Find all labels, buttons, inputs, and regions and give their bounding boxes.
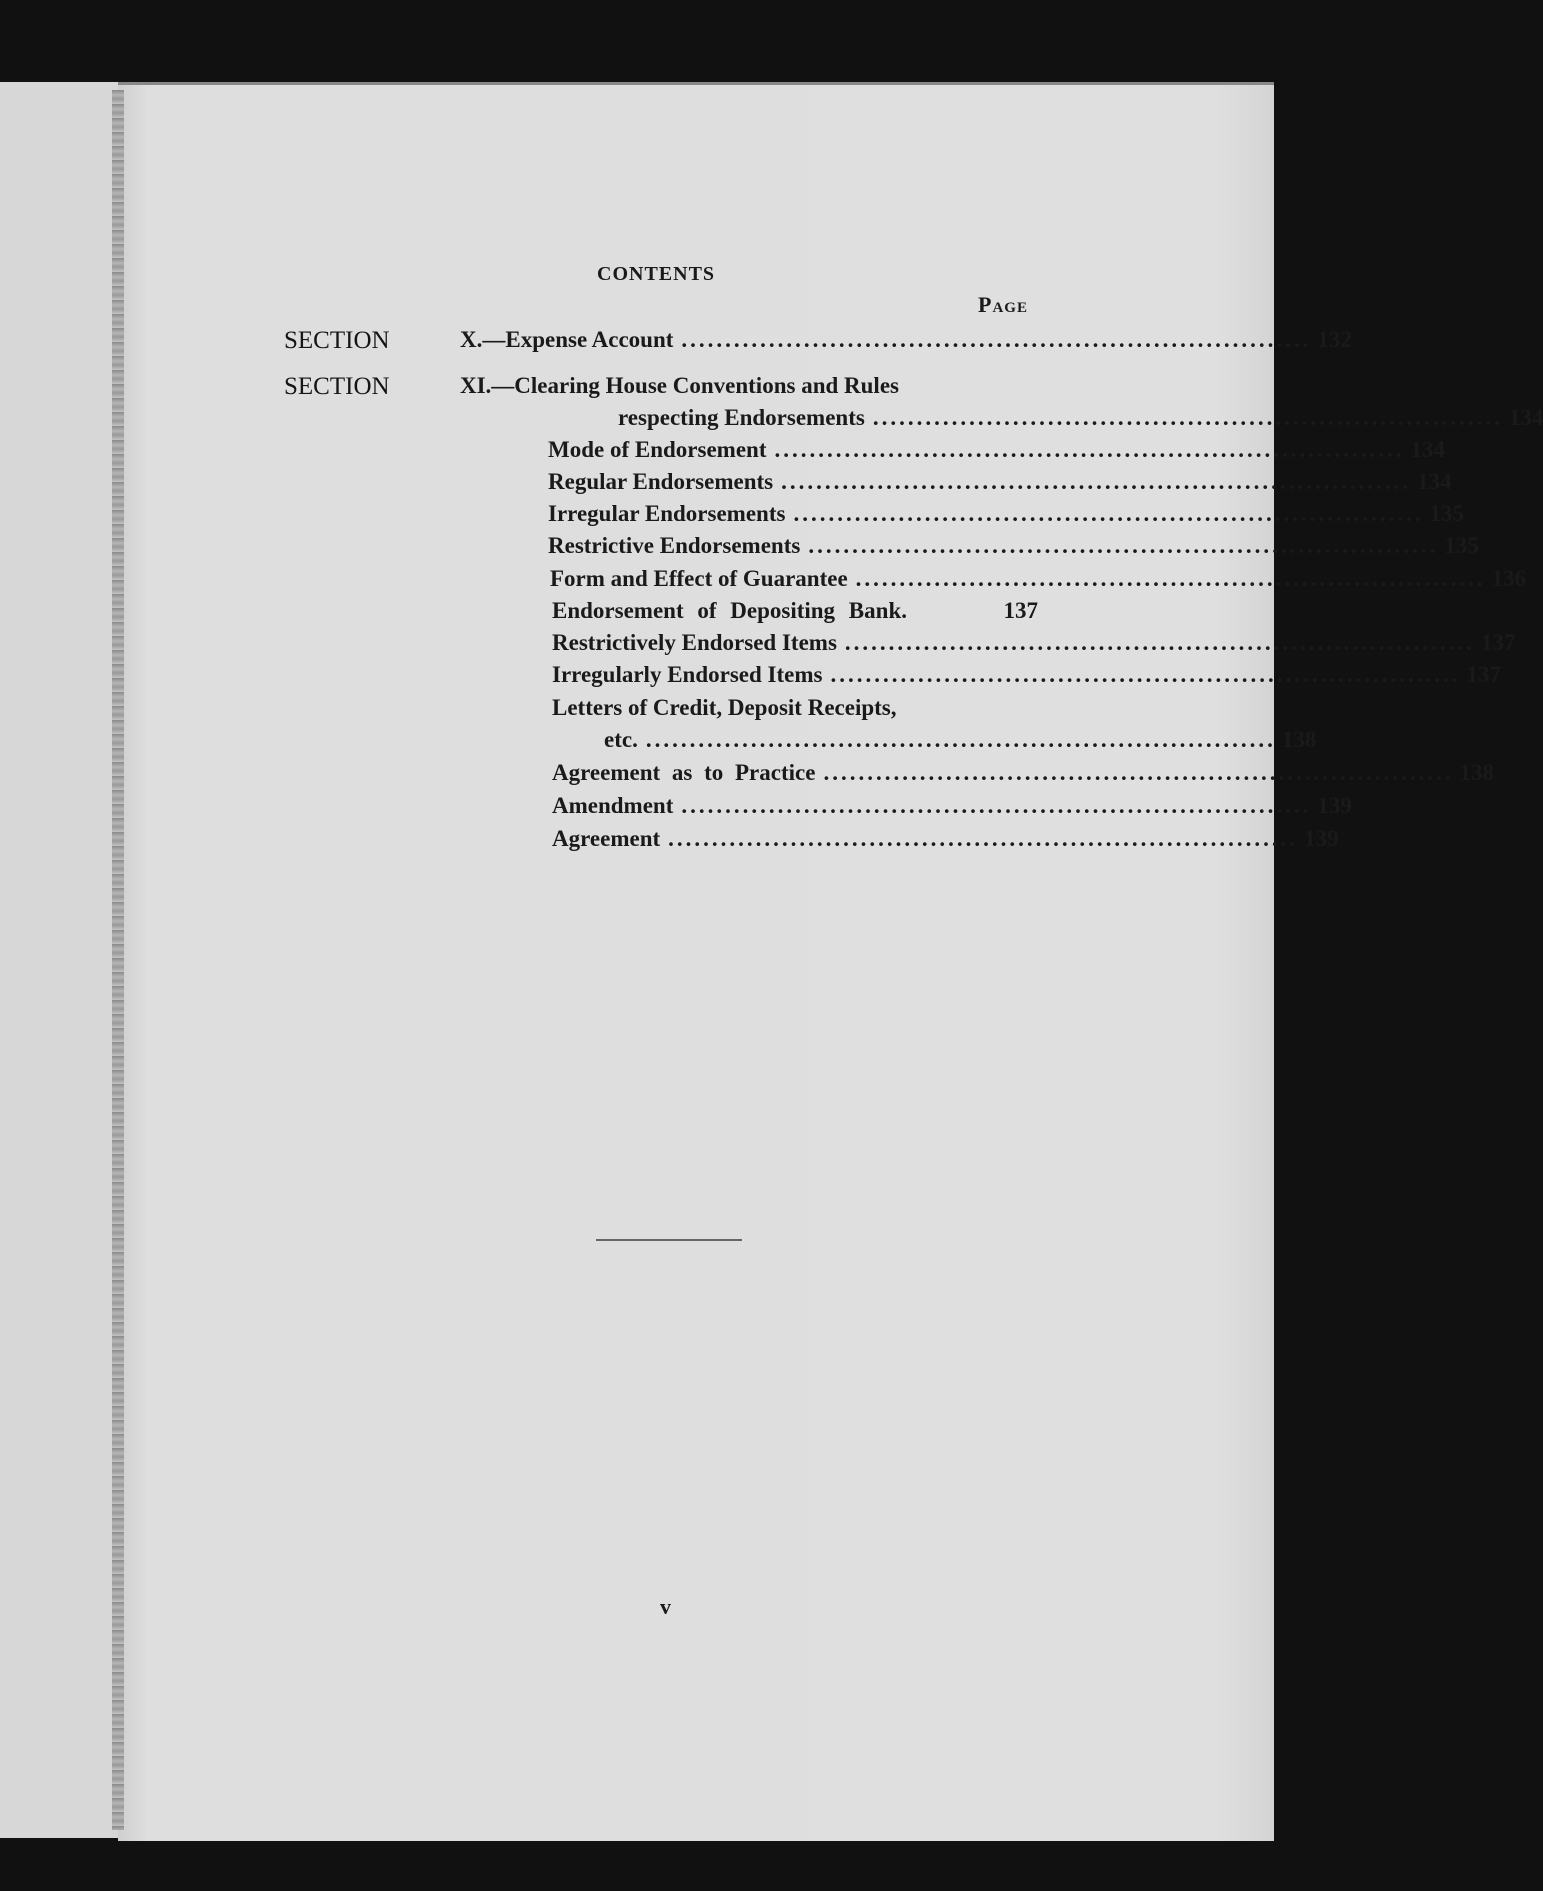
toc-entry-regular-endorsements — [548, 469, 1452, 494]
toc-entry-title: Agreement — [552, 826, 661, 851]
leader-dots: ........................................................................ — [855, 566, 1486, 591]
toc-entry-page: 139 — [1304, 826, 1339, 851]
toc-entry-title: Restrictively Endorsed Items — [552, 630, 837, 655]
toc-entry-clearing-house — [460, 374, 899, 397]
toc-entry-agreement-as-to-practice — [552, 760, 1494, 785]
leader-dots: ........................................................................ — [681, 327, 1312, 352]
toc-entry-title: Agreement as to Practice — [552, 760, 816, 785]
toc-entry-page: 134 — [1410, 437, 1445, 462]
toc-entry-expense-account — [460, 327, 1352, 352]
toc-entry-page: 137 — [1003, 598, 1038, 623]
toc-entry-title: Regular Endorsements — [548, 469, 774, 494]
toc-entry-endorsement-of-depositing-bank — [552, 599, 1038, 622]
leader-dots: ........................................................................ — [774, 437, 1405, 462]
toc-entry-page: 135 — [1444, 533, 1479, 558]
page-folio: v — [660, 1594, 671, 1619]
toc-entry-title: Irregularly Endorsed Items — [552, 662, 823, 687]
toc-entry-agreement — [552, 826, 1339, 851]
toc-entry-page: 138 — [1281, 727, 1317, 752]
toc-entry-restrictively-endorsed-items — [552, 630, 1516, 655]
leader-dots: ........................................................................ — [844, 630, 1475, 655]
toc-entry-mode-of-endorsement — [548, 437, 1445, 462]
leader-dots: ........................................................................ — [681, 793, 1312, 818]
toc-entry-title: Amendment — [552, 793, 674, 818]
toc-entry-title: etc. — [604, 727, 638, 752]
section-label-xi: SECTION — [284, 373, 390, 400]
facing-page — [0, 82, 118, 1838]
toc-entry-irregularly-endorsed-items — [552, 662, 1501, 687]
section-divider-rule — [596, 1239, 742, 1241]
leader-dots: ........................................................................ — [793, 501, 1424, 526]
toc-entry-title: Restrictive Endorsements — [548, 533, 801, 558]
toc-entry-title: Form and Effect of Guarantee — [550, 566, 848, 591]
leader-dots: ........................................................................ — [830, 662, 1461, 687]
toc-entry-restrictive-endorsements — [548, 533, 1479, 558]
toc-entry-page: 139 — [1317, 793, 1352, 818]
leader-dots: ........................................................................ — [645, 727, 1276, 752]
toc-entry-page: 136 — [1491, 566, 1527, 591]
toc-entry-title: X.—Expense Account — [460, 327, 674, 352]
book-spine — [112, 90, 124, 1830]
toc-entry-letters-of-credit — [552, 696, 896, 719]
toc-entry-respecting-endorsements — [618, 405, 1543, 430]
leader-dots: ........................................................................ — [781, 469, 1412, 494]
toc-entry-irregular-endorsements — [548, 501, 1464, 526]
toc-entry-page: 134 — [1508, 405, 1543, 430]
toc-entry-page: 137 — [1480, 630, 1516, 655]
leader-dots: ........................................................................ — [668, 826, 1299, 851]
toc-entry-title: Letters of Credit, Deposit Receipts, — [552, 695, 897, 720]
toc-entry-page: 134 — [1417, 469, 1452, 494]
toc-entry-page: 135 — [1429, 501, 1464, 526]
contents-heading: CONTENTS — [597, 263, 716, 285]
toc-entry-form-and-effect-of-guarantee — [550, 566, 1527, 591]
leader-dots: ........................................................................ — [808, 533, 1439, 558]
page-column-label: Page — [978, 292, 1028, 317]
leader-dots: ........................................................................ — [872, 405, 1503, 430]
leader-dots: ........................................................................ — [823, 760, 1454, 785]
toc-entry-title: Mode of Endorsement — [548, 437, 767, 462]
toc-entry-page: 132 — [1317, 327, 1352, 352]
toc-entry-amendment — [552, 793, 1352, 818]
toc-entry-page: 138 — [1459, 760, 1494, 785]
section-label-x: SECTION — [284, 327, 390, 354]
toc-entry-title: Irregular Endorsements — [548, 501, 786, 526]
toc-entry-page: 137 — [1466, 662, 1501, 687]
toc-entry-title: XI.—Clearing House Conventions and Rules — [460, 373, 899, 398]
toc-entry-title: Endorsement of Depositing Bank. — [552, 598, 907, 623]
toc-entry-title: respecting Endorsements — [618, 405, 865, 430]
toc-entry-etc — [604, 727, 1317, 752]
